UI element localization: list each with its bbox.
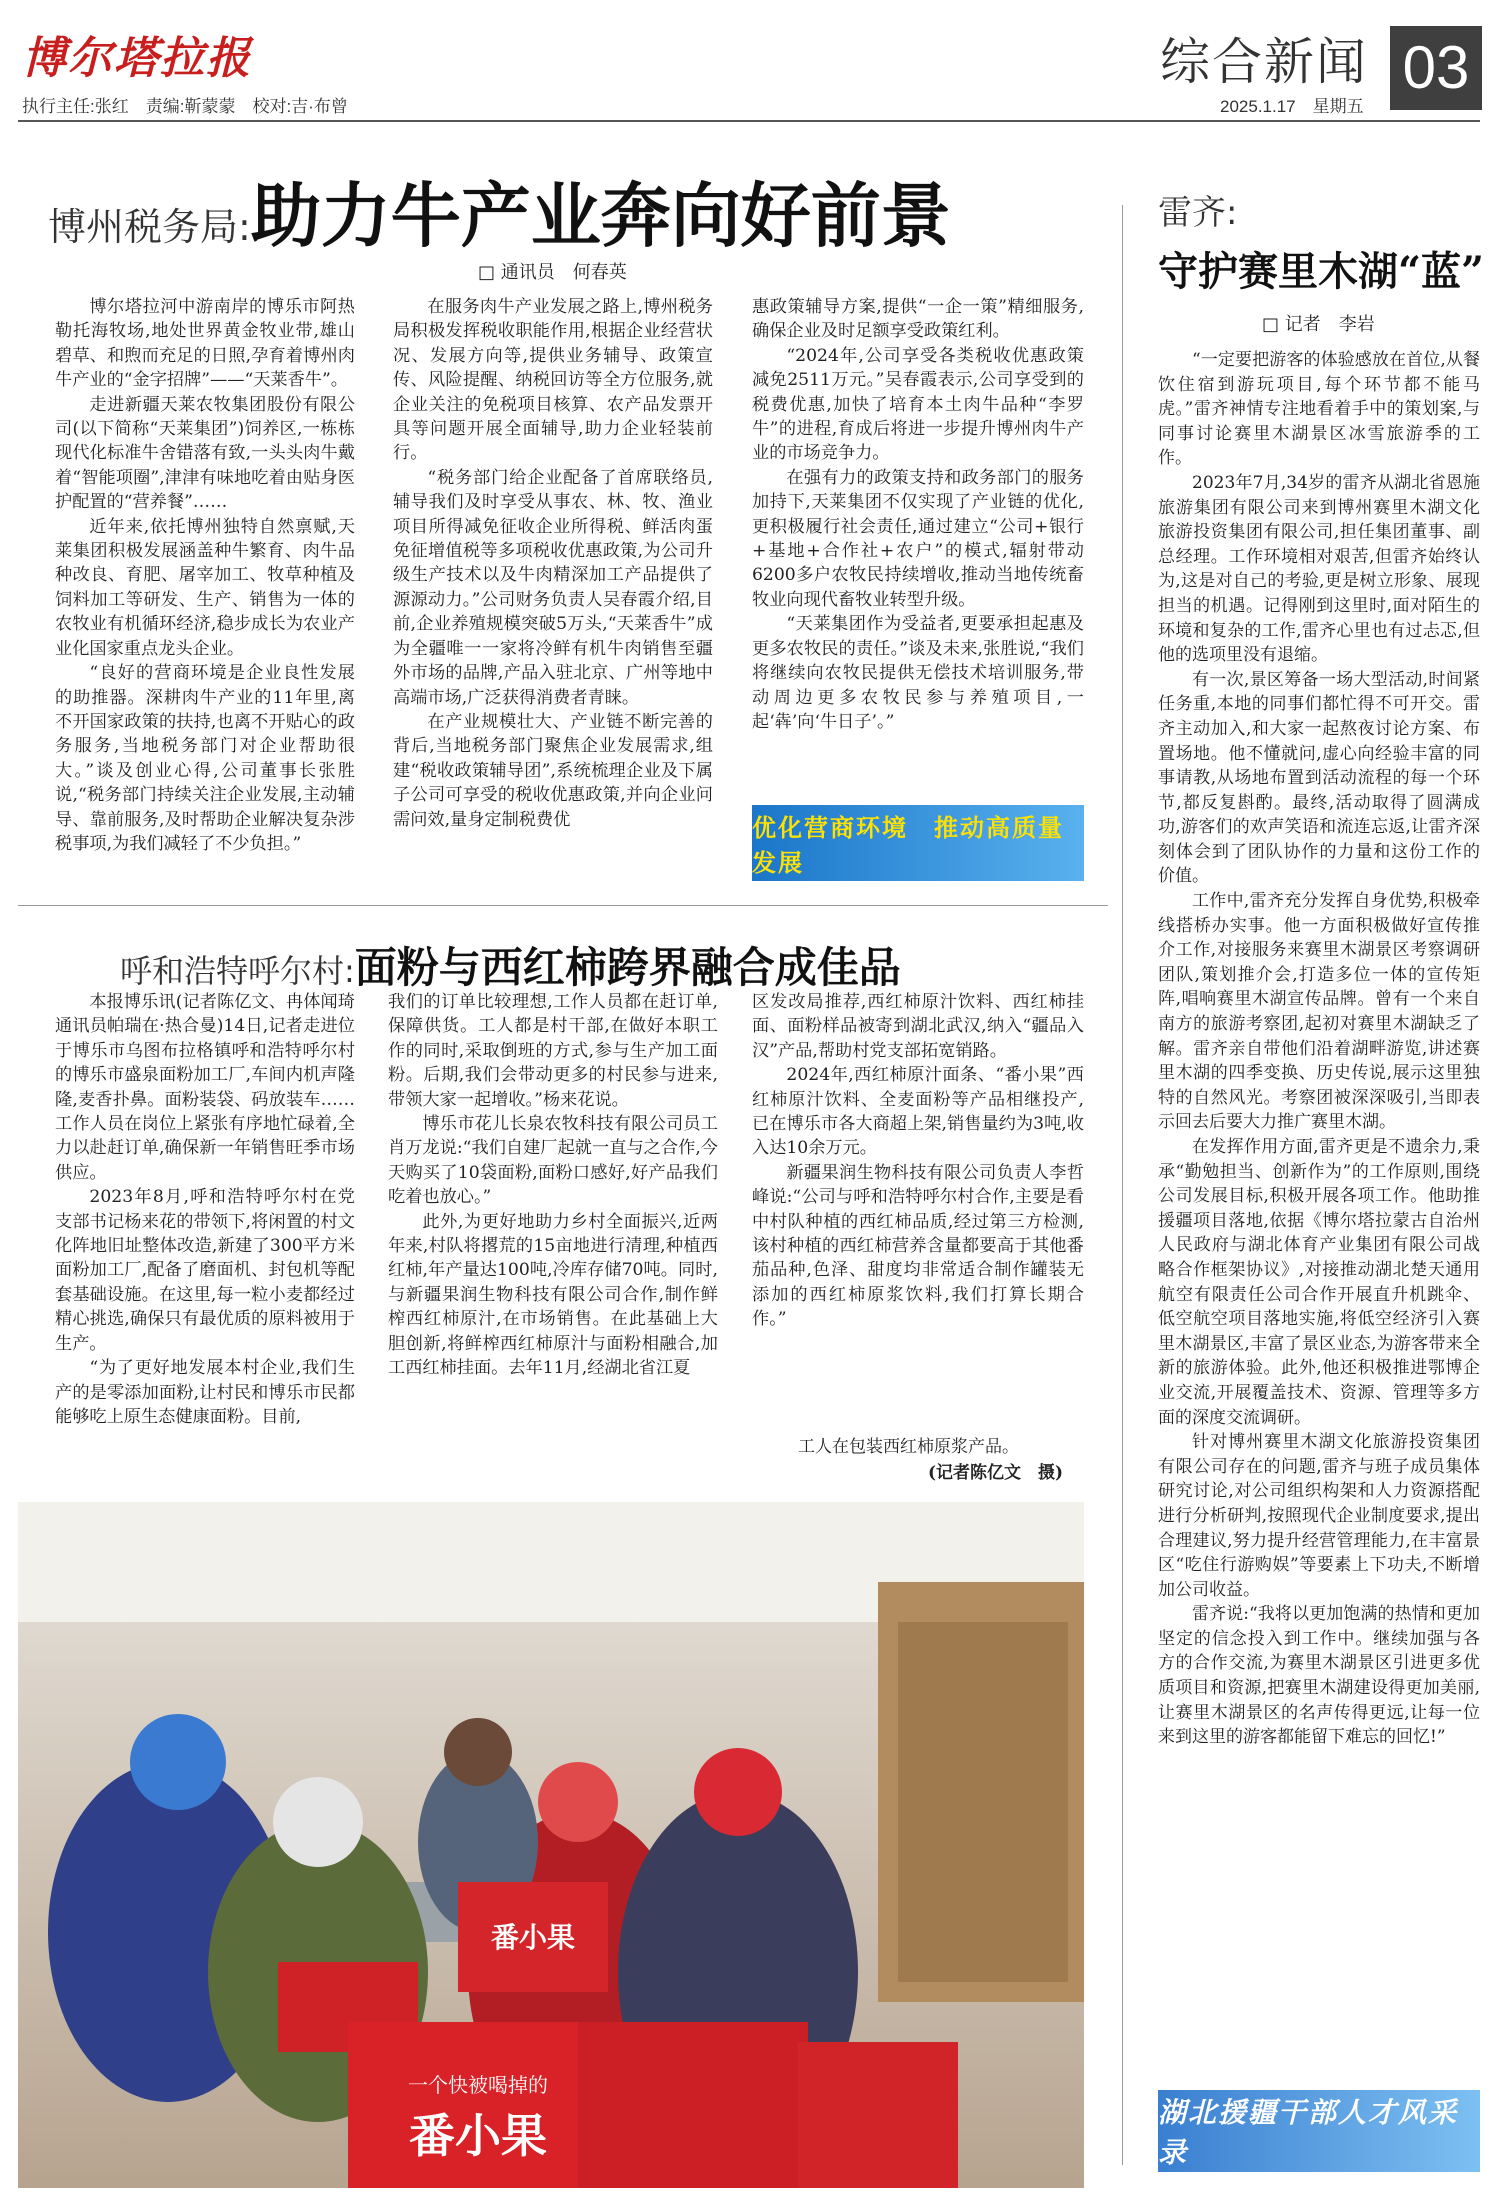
paragraph: 2024年,西红柿原汁面条、“番小果”西红柿原汁饮料、全麦面粉等产品相继投产,已在博乐市各大商超上架,销售量约为3吨,收入达10余万元。	[752, 1065, 1084, 1159]
paragraph: 在强有力的政策支持和政务部门的服务加持下,天莱集团不仅实现了产业链的优化,更积极履行社会责任,通过建立“公司+银行+基地+合作社+农户”的模式,辐射带动6200多户农牧民持续增收,推动当地传统畜牧业向现代畜牧业转型升级。	[752, 467, 1084, 610]
page-number: 03	[1390, 26, 1482, 110]
paragraph: 有一次,景区筹备一场大型活动,时间紧任务重,本地的同事们都忙得不可开交。雷齐主动加入,和大家一起熬夜讨论方案、布置场地。他不懂就问,虚心向经验丰富的同事请教,从场地布置到活动流程的每一个环节,都反复斟酌。最终,活动取得了圆满成功,游客们的欢声笑语和流连忘返,让雷齐深刻体会到了团队协作的力量和这份工作的价值。	[1158, 669, 1480, 887]
paragraph: 2023年7月,34岁的雷齐从湖北省恩施旅游集团有限公司来到博州赛里木湖文化旅游投资集团有限公司,担任集团董事、副总经理。工作环境相对艰苦,但雷齐始终认为,这是对自己的考验,更是树立形象、展现担当的机遇。记得刚到这里时,面对陌生的环境和复杂的工作,雷齐心里也有过忐忑,但他的选项里没有退缩。	[1158, 472, 1480, 666]
article2-column-3	[752, 990, 1084, 1332]
paragraph: “天莱集团作为受益者,更要承担起惠及更多农牧民的责任。”谈及未来,张胜说,“我们将继续向农牧民提供无偿技术培训服务,带动周边更多农牧民参与养殖项目,一起‘犇’向‘牛日子’。”	[752, 614, 1084, 732]
product-box-brand: 番小果	[409, 2109, 547, 2163]
hubei-aid-column-banner: 湖北援疆干部人才风采录	[1158, 2090, 1480, 2172]
column-divider	[1122, 205, 1123, 2165]
paragraph: 博乐市花儿长泉农牧科技有限公司员工肖万龙说:“我们自建厂起就一直与之合作,今天购买了10袋面粉,面粉口感好,好产品我们吃着也放心。”	[388, 1114, 718, 1208]
paragraph: 在发挥作用方面,雷齐更是不遗余力,秉承“勤勉担当、创新作为”的工作原则,围绕公司发展目标,积极开展各项工作。他助推援疆项目落地,依据《博尔塔拉蒙古自治州人民政府与湖北体育产业集团有限公司战略合作框架协议》,对接推动湖北楚天通用航空有限责任公司合作开展直升机跳伞、低空航空项目落地实施,将低空经济引入赛里木湖景区,丰富了景区业态,为游客带来全新的旅游体验。此外,他还积极推进鄂博企业交流,开展覆盖技术、资源、管理等多方面的深度交流调研。	[1158, 1137, 1480, 1428]
paragraph: “一定要把游客的体验感放在首位,从餐饮住宿到游玩项目,每个环节都不能马虎。”雷齐神情专注地看着手中的策划案,与同事讨论赛里木湖景区冰雪旅游季的工作。	[1158, 350, 1480, 469]
product-box-slogan: 一个快被喝掉的	[408, 2073, 548, 2097]
paragraph: 2023年8月,呼和浩特呼尔村在党支部书记杨来花的带领下,将闲置的村文化阵地旧址整体改造,新建了300平方米面粉加工厂,配备了磨面机、封包机等配套基础设施。在这里,每一粒小麦都经过精心挑选,确保只有最优质的原料被用于生产。	[55, 1187, 355, 1354]
article2-column-2	[388, 990, 718, 1381]
photo-caption: 工人在包装西红柿原浆产品。	[798, 1437, 1019, 1457]
photo-credit: (记者陈亿文 摄)	[928, 1463, 1064, 1483]
article2-column-1	[55, 990, 373, 1429]
paragraph: 区发改局推荐,西红柿原汁饮料、西红柿挂面、面粉样品被寄到湖北武汉,纳入“疆品入汉”产品,帮助村党支部拓宽销路。	[752, 992, 1084, 1061]
article-divider	[18, 905, 1108, 906]
paragraph: “为了更好地发展本村企业,我们生产的是零添加面粉,让村民和博乐市民都能够吃上原生态健康面粉。目前,	[55, 1358, 355, 1427]
article2-headline-title: 面粉与西红柿跨界融合成佳品	[354, 943, 901, 992]
paragraph: 在服务肉牛产业发展之路上,博州税务局积极发挥税收职能作用,根据企业经营状况、发展方向等,提供业务辅导、政策宣传、风险提醒、纳税回访等全方位服务,就企业关注的免税项目核算、农产品发票开具等问题开展全面辅导,助力企业轻装前行。	[393, 297, 713, 464]
paragraph: 本报博乐讯(记者陈亿文、冉体闻琦 通讯员帕瑞在·热合曼)14日,记者走进位于博乐市乌图布拉格镇呼和浩特呼尔村的博乐市盛泉面粉加工厂,车间内机声隆隆,麦香扑鼻。面粉装袋、码放装车……工作人员在岗位上紧张有序地忙碌着,全力以赴赶订单,确保新一年销售旺季市场供应。	[55, 992, 373, 1183]
article2-headline-pre: 呼和浩特呼尔村:	[120, 952, 355, 990]
paragraph: “良好的营商环境是企业良性发展的助推器。深耕肉牛产业的11年里,离不开国家政策的扶持,也离不开贴心的政务服务,当地税务部门对企业帮助很大。”谈及创业心得,公司董事长张胜说,“税务部门持续关注企业发展,主动辅导、靠前服务,及时帮助企业解决复杂涉税事项,为我们减轻了不少负担。”	[55, 663, 355, 854]
article1-headline-pre: 博州税务局:	[48, 205, 251, 249]
article3-headline-pre: 雷齐:	[1158, 193, 1238, 233]
article3-column	[1158, 348, 1480, 1750]
paragraph: 新疆果润生物科技有限公司负责人李哲峰说:“公司与呼和浩特呼尔村合作,主要是看中村队种植的西红柿品质,经过第三方检测,该村种植的西红柿营养含量都要高于其他番茄品种,色泽、甜度均非常适合制作罐装无添加的西红柿原浆饮料,我们打算长期合作。”	[752, 1162, 1084, 1330]
paragraph: 针对博州赛里木湖文化旅游投资集团有限公司存在的问题,雷齐与班子成员集体研究讨论,对公司组织构架和人力资源搭配进行分析研判,按照现代企业制度要求,提出合理建议,努力提升经营管理能力,在丰富景区“吃住行游购娱”等要素上下功夫,不断增加公司收益。	[1158, 1432, 1480, 1600]
paragraph: 此外,为更好地助力乡村全面振兴,近两年来,村队将撂荒的15亩地进行清理,种植西红柿,年产量达100吨,冷库存储70吨。同时,与新疆果润生物科技有限公司合作,制作鲜榨西红柿原汁,在市场销售。在此基础上大胆创新,将鲜榨西红柿原汁与面粉相融合,加工西红柿挂面。去年11月,经湖北省江夏	[388, 1211, 718, 1379]
paragraph: “2024年,公司享受各类税收优惠政策减免2511万元。”吴春霞表示,公司享受到的税费优惠,加快了培育本土肉牛品种“李罗牛”的进程,育成后将进一步提升博州肉牛产业的市场竞争力。	[752, 345, 1084, 464]
article1-headline-title: 助力牛产业奔向好前景	[250, 174, 951, 257]
header-rule	[18, 120, 1480, 122]
article1-byline: □ 通讯员 何春英	[478, 262, 627, 283]
article1-column-1	[55, 295, 355, 856]
paragraph: “税务部门给企业配备了首席联络员,辅导我们及时享受从事农、林、牧、渔业项目所得减免征收企业所得税、鲜活肉蛋免征增值税等多项税收优惠政策,为公司升级生产技术以及牛肉精深加工产品提供了源源动力。”公司财务负责人吴春霞介绍,目前,企业养殖规模突破5万头,“天莱香牛”成为全疆唯一一家将冷鲜有机牛肉销售至疆外市场的品牌,产品入驻北京、广州等地中高端市场,广泛获得消费者青睐。	[393, 467, 713, 708]
factory-photo	[18, 1502, 1084, 2188]
paragraph: 惠政策辅导方案,提供“一企一策”精细服务,确保企业及时足额享受政策红利。	[752, 297, 1084, 342]
article1-column-3	[752, 295, 1084, 734]
paragraph: 在产业规模壮大、产业链不断完善的背后,当地税务部门聚焦企业发展需求,组建“税收政策辅导团”,系统梳理企业及下属子公司可享受的税收优惠政策,并向企业问需问效,量身定制税费优	[393, 711, 713, 830]
paragraph: 博尔塔拉河中游南岸的博乐市阿热勒托海牧场,地处世界黄金牧业带,雄山碧草、和煦而充足的日照,孕育着博州肉牛产业的“金字招牌”——“天莱香牛”。	[55, 297, 355, 391]
product-box-brand-back: 番小果	[490, 1921, 576, 1954]
article1-column-2	[393, 295, 713, 832]
article3-byline: □ 记者 李岩	[1262, 314, 1375, 335]
article2-headline	[120, 935, 901, 995]
paragraph: 雷齐说:“我将以更加饱满的热情和更加坚定的信念投入到工作中。继续加强与各方的合作交流,为赛里木湖景区引进更多优质项目和资源,把赛里木湖建设得更加美丽,让赛里木湖景区的名声传得更远,让每一位来到这里的游客都能留下难忘的回忆!”	[1158, 1604, 1480, 1748]
article1-headline	[48, 160, 951, 261]
section-title: 综合新闻	[1160, 33, 1368, 91]
paragraph: 工作中,雷齐充分发挥自身优势,积极牵线搭桥办实事。他一方面积极做好宣传推介工作,对接服务来赛里木湖景区考察调研团队,策划推介会,打造多位一体的宣传矩阵,唱响赛里木湖宣传品牌。曾有一个来自南方的旅游考察团,起初对赛里木湖缺乏了解。雷齐亲自带他们沿着湖畔游览,讲述赛里木湖的四季变换、历史传说,展示这里独特的自然风光。考察团被深深吸引,当即表示回去后要大力推广赛里木湖。	[1158, 891, 1480, 1133]
business-environment-banner: 优化营商环境 推动高质量发展	[752, 805, 1084, 881]
paragraph: 走进新疆天莱农牧集团股份有限公司(以下简称“天莱集团”)饲养区,一栋栋现代化标准牛舍错落有致,一头头肉牛戴着“智能项圈”,津津有味地吃着由贴身医护配置的“营养餐”……	[55, 394, 355, 513]
editor-credits: 执行主任:张红 责编:靳蒙蒙 校对:吉·布曾	[22, 97, 348, 116]
article3-headline-title: 守护赛里木湖“蓝”	[1158, 248, 1485, 295]
masthead-logo: 博尔塔拉报	[22, 33, 252, 84]
paragraph: 近年来,依托博州独特自然禀赋,天莱集团积极发展涵盖种牛繁育、肉牛品种改良、育肥、屠宰加工、牧草种植及饲料加工等研发、生产、销售为一体的农牧业有机循环经济,稳步成长为农业产业化国家重点龙头企业。	[55, 516, 355, 659]
paragraph: 我们的订单比较理想,工作人员都在赶订单,保障供货。工人都是村干部,在做好本职工作的同时,采取倒班的方式,参与生产加工面粉。后期,我们会带动更多的村民参与进来,带领大家一起增收。”杨来花说。	[388, 992, 718, 1110]
issue-date: 2025.1.17 星期五	[1220, 97, 1364, 116]
factory-photo-illustration	[18, 1502, 1084, 2188]
